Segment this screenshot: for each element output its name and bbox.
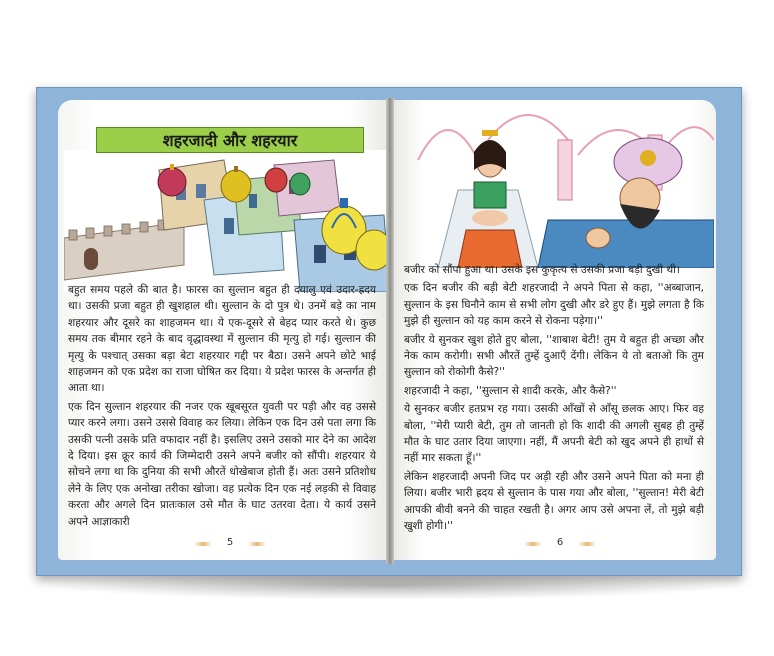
- palace-illustration: [64, 150, 394, 292]
- right-paragraph-2: एक दिन बजीर की बड़ी बेटी शहरजादी ने अपने पिता से कहा, ''अब्बाजान, सुल्तान के इस घिनौने काम से सभी लोग दुखी और डरे हुए हैं। मुझे लगता है कि मुझे ही सुल्तान को यह काम करने से रोकना पड़ेगा।'': [404, 282, 704, 328]
- right-page-number: 6: [530, 537, 590, 551]
- right-paragraph-4: शहरजादी ने कहा, ''सुल्तान से शादी करके, और कैसे?'': [404, 384, 617, 397]
- right-paragraph-5: ये सुनकर बजीर हतप्रभ रह गया। उसकी आँखों से आँसू छलक आए। फिर वह बोला, ''मेरी प्यारी बेटी, तुम तो जानती हो कि शादी की अगली सुबह ही तुम्हें मौत के घाट उतार दिया जाएगा। नहीं, मैं अपनी बेटी को खुद अपने ही हाथों से नहीं मार सकता हूँ।'': [404, 403, 704, 465]
- left-page-text: [68, 282, 376, 532]
- left-paragraph-2: एक दिन सुल्तान शहरयार की नजर एक खूबसूरत युवती पर पड़ी और वह उससे प्यार करने लगा। उसने उससे विवाह कर लिया। लेकिन एक दिन उसे पता लगा कि उसकी पत्नी उसके प्रति वफादार नहीं है। इसलिए उसने उसको मार देने का आदेश दे दिया। इस क्रूर कार्य की जिम्मेदारी उसने अपने बजीर को सौंपी। शहरयार ये सोचने लगा था कि दुनिया की सभी औरतें धोखेबाज होती हैं। अतः उसने प्रतिशोध लेने के लिए एक अनोखा तरीका खोजा। वह प्रत्येक दिन एक नई लड़की से विवाह करता और अगले दिन प्रातःकाल उसे मौत के घाट उतरवा देता। ये कार्य उसने अपने आज्ञाकारी: [68, 400, 376, 528]
- right-paragraph-3: बजीर ये सुनकर खुश होते हुए बोला, ''शाबाश बेटी! तुम ये बहुत ही अच्छा और नेक काम करोगी। सभी औरतें तुम्हें दुआएँ देंगी। लेकिन ये तो बताओ कि तुम सुल्तान को रोकोगी कैसे?'': [404, 333, 704, 379]
- story-title: शहरजादी और शहरयार: [162, 131, 298, 150]
- left-paragraph-1: बहुत समय पहले की बात है। फारस का सुल्तान बहुत ही दयालु एवं उदार-ह्रदय था। उसकी प्रजा बहुत ही खुशहाल थी। सुल्तान के दो पुत्र थे। उनमें बड़े का नाम शहरयार और दूसरे का शाहजमन था। ये एक-दूसरे से बेहद प्यार करते थे। कुछ समय तक बीमार रहने के बाद वृद्धावस्था में सुल्तान की मृत्यु हो गई। सुल्तान की मृत्यु के पश्चात् उसका बड़ा बेटा शहरयार गद्दी पर बैठा। उसने अपने छोटे भाई शाहजमन को एक प्रदेश का राजा घोषित कर दिया। ये प्रदेश फारस के अन्तर्गत ही आता था।: [68, 284, 376, 395]
- right-paragraph-6: लेकिन शहरजादी अपनी जिद पर अड़ी रही और उसने अपने पिता को मना ही लिया। बजीर भारी ह्रदय से सुल्तान के पास गया और बोला, ''सुल्तान! मेरी बेटी आपकी बीवी बनने की चाहत रखती है। अगर आप उसे अपना लें, तो मुझे बड़ी खुशी होगी।'': [404, 470, 704, 533]
- story-title-bar: [96, 127, 364, 153]
- book-spine: [386, 98, 394, 564]
- left-page-number: 5: [200, 537, 260, 551]
- right-paragraph-1: बजीर को सौंपा हुआ था। उसके इस कुकृत्य से उसकी प्रजा बड़ी दुखी थी।: [404, 264, 680, 276]
- right-page-text: [404, 262, 704, 537]
- sultan-shahrzadi-illustration: [398, 100, 714, 268]
